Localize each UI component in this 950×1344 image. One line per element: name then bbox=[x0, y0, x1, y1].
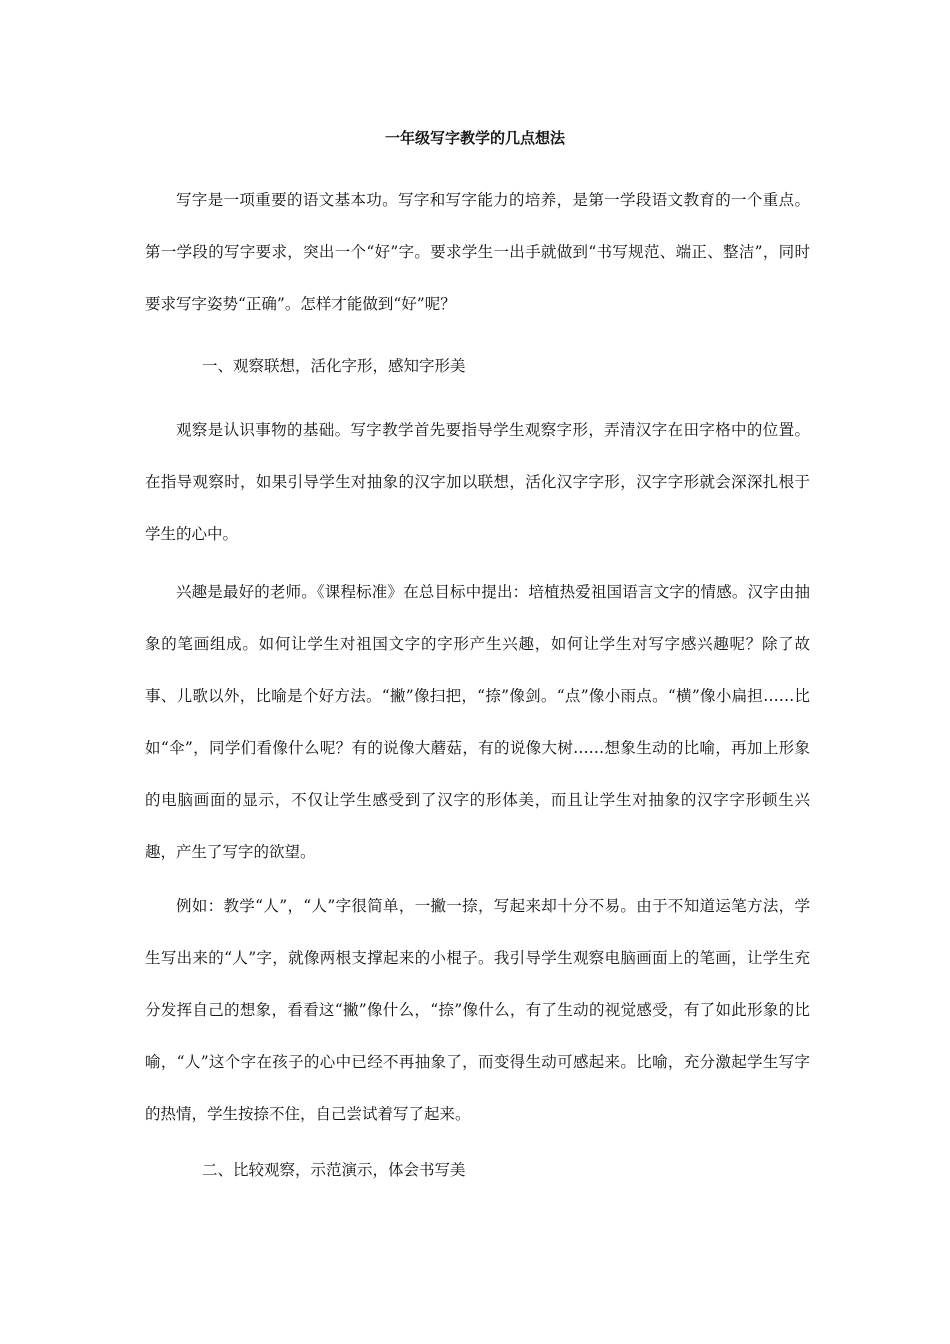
section-heading-1: 一、观察联想，活化字形，感知字形美 bbox=[202, 357, 466, 375]
paragraph-interest: 兴趣是最好的老师。《课程标准》在总目标中提出：培植热爱祖国语言文字的情感。汉字由抽象的笔画组成。如何让学生对祖国文字的字形产生兴趣，如何让学生对写字感兴趣呢？除了故事、儿歌以外，比喻是个好方法。“撇”像扫把，“捺”像剑。“点”像小雨点。“横”像小扁担……比如“伞”，同学们看像什么呢？有的说像大蘑菇，有的说像大树……想象生动的比喻，再加上形象的电脑画面的显示，不仅让学生感受到了汉字的形体美，而且让学生对抽象的汉字字形顿生兴趣，产生了写字的欲望。 bbox=[145, 583, 810, 861]
document-title: 一年级写字教学的几点想法 bbox=[384, 129, 565, 147]
paragraph-example: 例如：教学“人”，“人”字很简单，一撇一捺，写起来却十分不易。由于不知道运笔方法，学生写出来的“人”字，就像两根支撑起来的小棍子。我引导学生观察电脑画面上的笔画，让学生充分发挥自己的想象，看看这“撇”像什么，“捺”像什么，有了生动的视觉感受，有了如此形象的比喻，“人”这个字在孩子的心中已经不再抽象了，而变得生动可感起来。比喻，充分激起学生写字的热情，学生按捺不住，自己尝试着写了起来。 bbox=[145, 897, 810, 1123]
paragraph-observation: 观察是认识事物的基础。写字教学首先要指导学生观察字形，弄清汉字在田字格中的位置。在指导观察时，如果引导学生对抽象的汉字加以联想，活化汉字字形，汉字字形就会深深扎根于学生的心中。 bbox=[145, 421, 810, 543]
section-heading-2: 二、比较观察，示范演示，体会书写美 bbox=[202, 1161, 466, 1179]
paragraph-intro: 写字是一项重要的语文基本功。写字和写字能力的培养，是第一学段语文教育的一个重点。第一学段的写字要求，突出一个“好”字。要求学生一出手就做到“书写规范、端正、整洁”，同时要求写字姿势“正确”。怎样才能做到“好”呢？ bbox=[145, 191, 810, 313]
